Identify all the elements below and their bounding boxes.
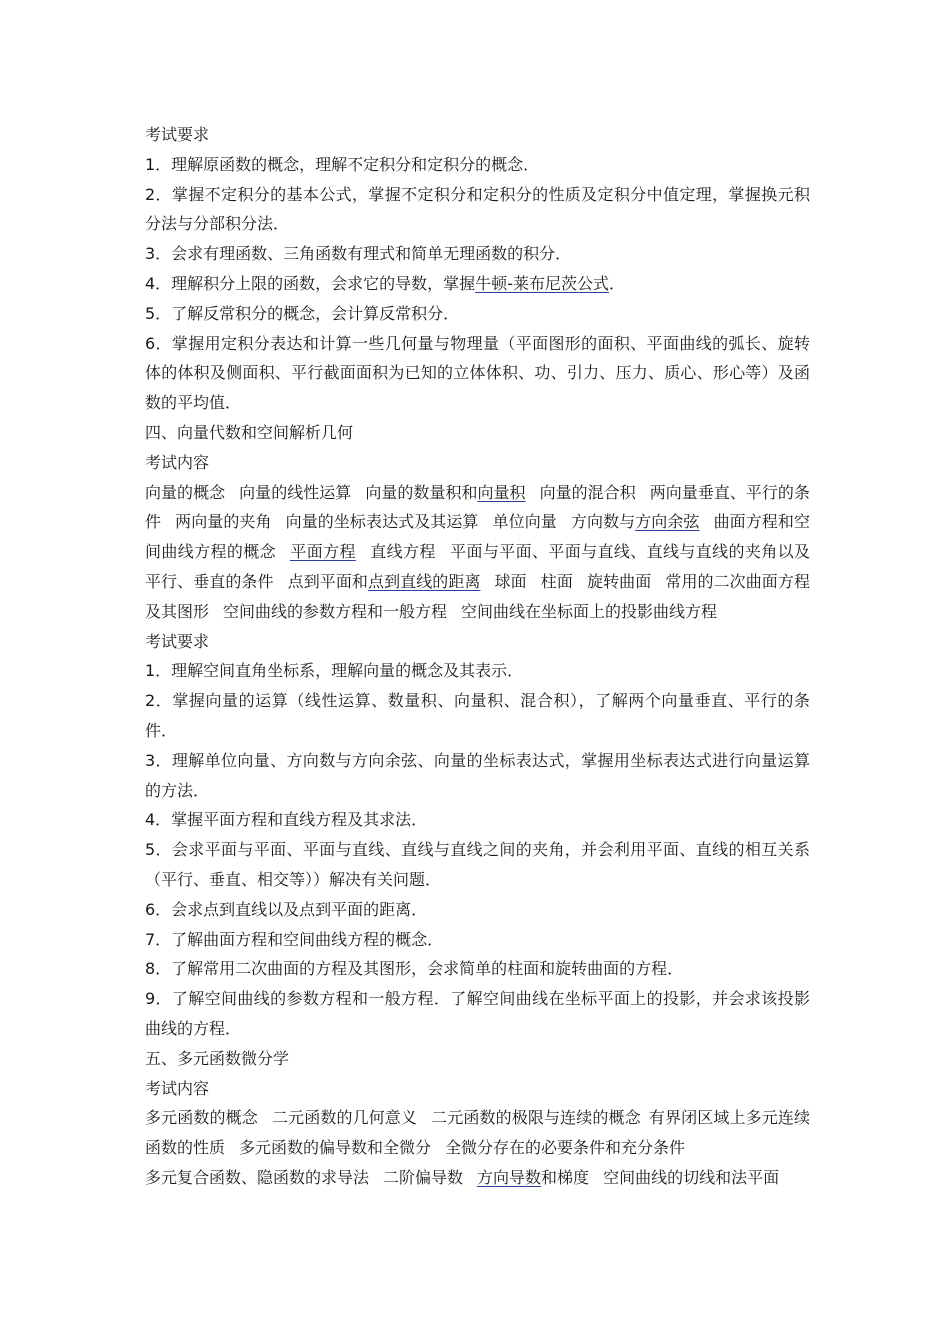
list-item: 3．理解单位向量、方向数与方向余弦、向量的坐标表达式，掌握用坐标表达式进行向量运算的方法． bbox=[145, 750, 810, 800]
list-item: 3．会求有理函数、三角函数有理式和简单无理函数的积分． bbox=[145, 244, 572, 264]
text-run: 单位向量 bbox=[492, 512, 557, 532]
list-item: 2．掌握向量的运算（线性运算、数量积、向量积、混合积），了解两个向量垂直、平行的条件． bbox=[145, 691, 810, 740]
list-item: 2．掌握不定积分的基本公式，掌握不定积分和定积分的性质及定积分中值定理，掌握换元积分法与分部积分法． bbox=[145, 184, 810, 234]
content-paragraph bbox=[145, 1103, 810, 1163]
text-run: 两向量垂直、平行的条件 bbox=[145, 482, 810, 532]
text-run: 平面与平面、平面与直线、直线与直线的夹角以及平行、垂直的条件 bbox=[145, 542, 810, 591]
chapter-heading: 四、向量代数和空间解析几何 bbox=[145, 422, 354, 442]
text-run: ． bbox=[608, 273, 625, 293]
list-item bbox=[145, 269, 810, 299]
list-item: 1．理解空间直角坐标系，理解向量的概念及其表示． bbox=[145, 661, 524, 681]
text-run: 曲面方程和空间曲线方程的概念 bbox=[145, 512, 810, 562]
document-body bbox=[145, 120, 810, 1193]
text-run: 全微分存在的必要条件和充分条件 bbox=[445, 1138, 686, 1158]
text-run: 柱面 bbox=[540, 571, 573, 591]
list-item: 6．掌握用定积分表达和计算一些几何量与物理量（平面图形的面积、平面曲线的弧长、旋转体的体积及侧面积、平行截面面积为已知的立体体积、功、引力、压力、质心、形心等）及函数的平均值． bbox=[145, 333, 810, 413]
text-run: 空间曲线的参数方程和一般方程 bbox=[223, 601, 448, 621]
section-heading-exam-content: 考试内容 bbox=[145, 452, 210, 472]
list-item: 6．会求点到直线以及点到平面的距离． bbox=[145, 899, 428, 919]
text-run: 向量的混合积 bbox=[539, 482, 636, 502]
text-run: 多元函数的概念 bbox=[145, 1108, 258, 1128]
text-run: 直线方程 bbox=[369, 542, 436, 562]
text-run: 球面 bbox=[494, 571, 527, 591]
text-run: 两向量的夹角 bbox=[175, 512, 272, 532]
text-run: 4．理解积分上限的函数，会求它的导数，掌握 bbox=[145, 273, 476, 293]
list-item: 8．了解常用二次曲面的方程及其图形，会求简单的柱面和旋转曲面的方程． bbox=[145, 959, 684, 979]
text-run: 多元函数的偏导数和全微分 bbox=[239, 1138, 432, 1158]
text-run: 常用的二次曲面方程及其图形 bbox=[145, 571, 810, 621]
list-item: 4．掌握平面方程和直线方程及其求法． bbox=[145, 810, 428, 830]
text-run: 向量的概念 bbox=[145, 482, 226, 502]
link-directional-derivative[interactable]: 方向导数 bbox=[477, 1167, 542, 1187]
text-run: 点到平面和 bbox=[287, 571, 369, 591]
text-run: 有界闭区域上多元连续函数的性质 bbox=[145, 1108, 810, 1158]
section-heading-exam-requirements: 考试要求 bbox=[145, 631, 210, 651]
link-vector-product[interactable]: 向量积 bbox=[477, 482, 526, 502]
text-run: 和梯度 bbox=[541, 1167, 590, 1187]
content-paragraph bbox=[145, 478, 810, 627]
text-run: 向量的线性运算 bbox=[239, 482, 352, 502]
text-run: 向量的数量积和 bbox=[365, 482, 478, 502]
text-run: 空间曲线的切线和法平面 bbox=[603, 1167, 780, 1187]
list-item: 1．理解原函数的概念，理解不定积分和定积分的概念． bbox=[145, 154, 540, 174]
list-item: 5．了解反常积分的概念，会计算反常积分． bbox=[145, 303, 460, 323]
text-run: 向量的坐标表达式及其运算 bbox=[285, 512, 479, 532]
text-run: 多元复合函数、隐函数的求导法 bbox=[145, 1167, 370, 1187]
text-run: 旋转曲面 bbox=[586, 571, 652, 591]
text-run: 空间曲线在坐标面上的投影曲线方程 bbox=[461, 601, 718, 621]
content-paragraph bbox=[145, 1163, 810, 1193]
list-item: 7．了解曲面方程和空间曲线方程的概念． bbox=[145, 929, 444, 949]
list-item: 5．会求平面与平面、平面与直线、直线与直线之间的夹角，并会利用平面、直线的相互关系（平行、垂直、相交等））解决有关问题． bbox=[145, 840, 810, 889]
text-run: 方向数与 bbox=[570, 512, 636, 532]
text-run: 二阶偏导数 bbox=[383, 1167, 464, 1187]
section-heading-exam-requirements: 考试要求 bbox=[145, 125, 210, 144]
link-direction-cosine[interactable]: 方向余弦 bbox=[635, 512, 700, 532]
link-newton-leibniz[interactable]: 牛顿-莱布尼茨公式 bbox=[475, 273, 609, 293]
text-run: 二元函数的极限与连续的概念 bbox=[431, 1108, 641, 1128]
link-point-line-distance[interactable]: 点到直线的距离 bbox=[368, 571, 481, 591]
link-plane-equation[interactable]: 平面方程 bbox=[290, 542, 356, 562]
chapter-heading: 五、多元函数微分学 bbox=[145, 1048, 290, 1068]
list-item: 9．了解空间曲线的参数方程和一般方程．了解空间曲线在坐标平面上的投影，并会求该投影曲线的方程． bbox=[145, 989, 810, 1038]
section-heading-exam-content: 考试内容 bbox=[145, 1078, 210, 1098]
text-run: 二元函数的几何意义 bbox=[271, 1108, 418, 1128]
